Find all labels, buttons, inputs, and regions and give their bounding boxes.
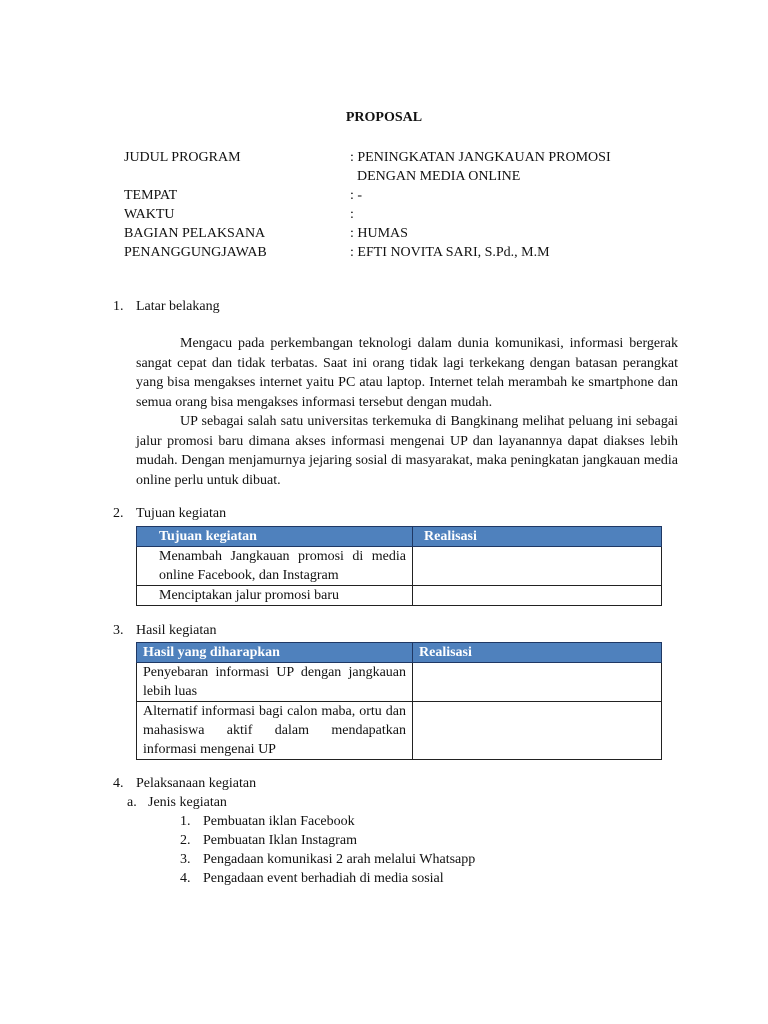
info-value: DENGAN MEDIA ONLINE [350,169,521,184]
paragraph: UP sebagai salah satu universitas terkemuka di Bangkinang melihat peluang ini sebagai jalur promosi baru dimana akses informasi mengenai UP dan layanannya dapat diakses lebih mudah. Dengan menjamurnya jejaring sosial di masyarakat, maka peningkatan jangkauan media online perlu untuk dibuat. [136,414,678,488]
tujuan-table [136,526,662,606]
table-header-row [137,527,662,547]
background-paragraphs [136,334,678,490]
paragraph: Mengacu pada perkembangan teknologi dalam dunia komunikasi, informasi bergerak sangat cepat dan tidak terbatas. Saat ini orang tidak lagi terkekang dengan batasan perangkat yang bisa mengakses internet yaitu PC atau laptop. Internet telah merambah ke smartphone dan semua orang bisa mengakses informasi tersebut dengan mudah. [136,336,678,410]
table-row [137,663,662,702]
info-row-tempat [124,186,684,205]
table-cell: Penyebaran informasi UP dengan jangkauan lebih luas [137,663,413,702]
info-value: : EFTI NOVITA SARI, S.Pd., M.M [350,245,550,260]
hasil-table [136,642,662,760]
subsection-marker: a. [127,795,137,810]
section-title-pelaksanaan: Pelaksanaan kegiatan [136,776,257,791]
list-number: 2. [180,833,191,848]
info-value: : HUMAS [350,226,408,241]
section-number: 3. [113,623,124,638]
info-row-penanggungjawab [124,243,684,262]
table-cell: Menciptakan jalur promosi baru [137,586,413,606]
list-item [180,852,475,868]
info-value: : PENINGKATAN JANGKAUAN PROMOSI [350,150,611,165]
table-header: Realisasi [413,643,662,663]
section-title-tujuan: Tujuan kegiatan [136,506,227,521]
table-row [137,586,662,606]
info-label: BAGIAN PELAKSANA [124,226,266,241]
list-number: 4. [180,871,191,886]
table-header: Realisasi [413,527,662,547]
info-row-waktu [124,205,684,224]
document-title: PROPOSAL [345,110,423,125]
section-number: 2. [113,506,124,521]
table-cell [413,702,662,760]
info-row-judul-cont [124,167,684,186]
list-number: 1. [180,814,191,829]
section-title-latar-belakang: Latar belakang [136,299,220,314]
list-text: Pembuatan Iklan Instagram [203,833,357,848]
info-label: PENANGGUNGJAWAB [124,245,267,260]
table-cell [413,586,662,606]
list-number: 3. [180,852,191,867]
info-value: : - [350,188,363,203]
table-header-row [137,643,662,663]
table-row [137,547,662,586]
list-text: Pengadaan komunikasi 2 arah melalui Whatsapp [203,852,476,867]
table-header: Tujuan kegiatan [137,527,413,547]
info-row-judul [124,148,684,167]
table-header: Hasil yang diharapkan [137,643,413,663]
info-label: WAKTU [124,207,175,222]
info-label: TEMPAT [124,188,178,203]
table-cell [413,547,662,586]
list-item [180,833,357,849]
table-cell: Menambah Jangkauan promosi di media online Facebook, dan Instagram [137,547,413,586]
list-text: Pengadaan event berhadiah di media sosial [203,871,444,886]
section-number: 1. [113,299,124,314]
section-number: 4. [113,776,124,791]
section-title-hasil: Hasil kegiatan [136,623,217,638]
list-text: Pembuatan iklan Facebook [203,814,355,829]
table-row [137,702,662,760]
info-label: JUDUL PROGRAM [124,150,241,165]
subsection-title: Jenis kegiatan [148,795,227,810]
list-item [180,871,444,887]
info-row-bagian [124,224,684,243]
info-value: : [350,207,354,222]
table-cell: Alternatif informasi bagi calon maba, ortu dan mahasiswa aktif dalam mendapatkan informasi mengenai UP [137,702,413,760]
list-item [180,814,355,830]
table-cell [413,663,662,702]
